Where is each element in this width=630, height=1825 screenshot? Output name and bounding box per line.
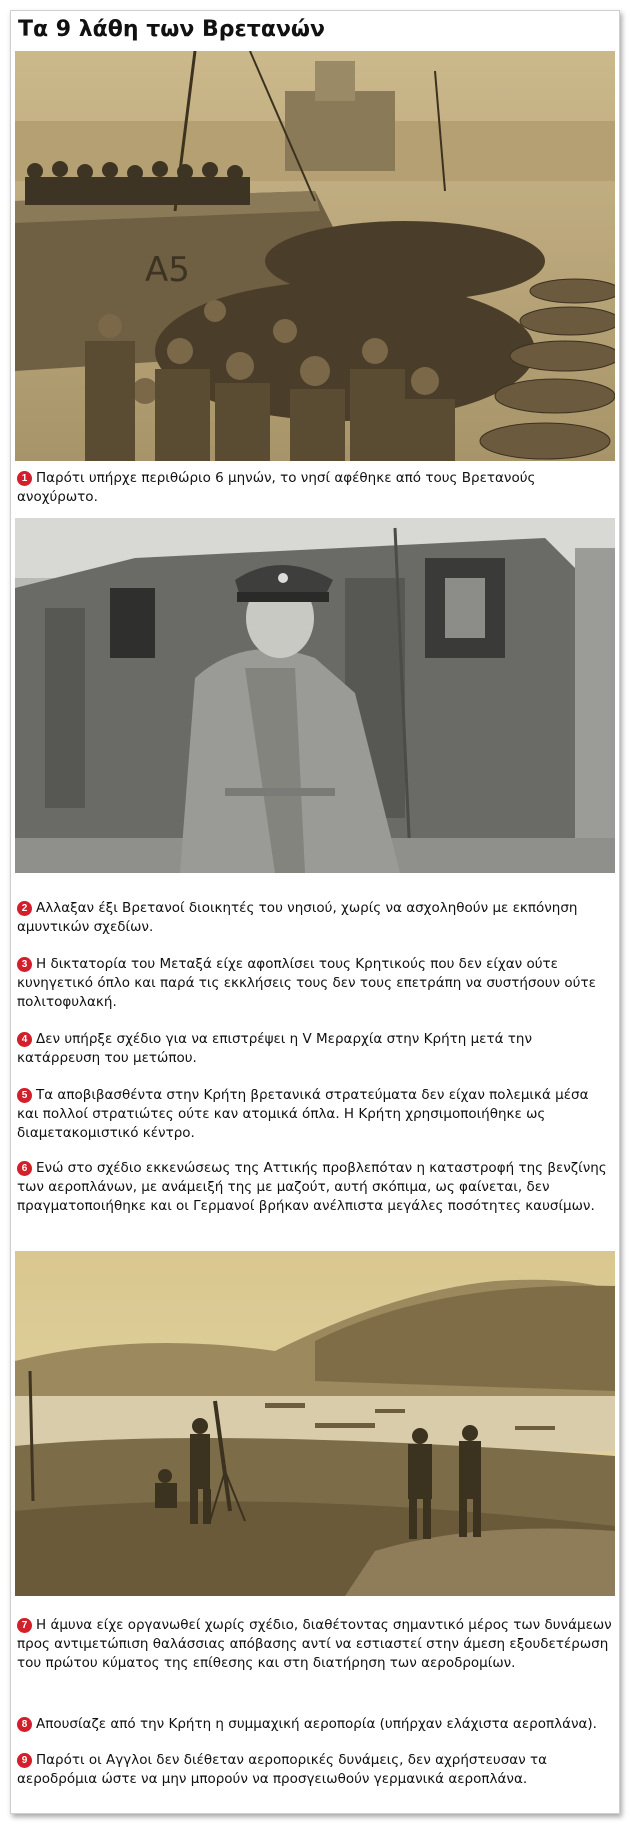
number-badge: 5 xyxy=(17,1088,32,1103)
list-item: 2 Αλλαξαν έξι Βρετανοί διοικητές του νησιού, χωρίς να ασχοληθούν με εκπόνηση αμυντικών σχεδίων. xyxy=(17,900,578,935)
list-item: 9 Παρότι οι Αγγλοι δεν διέθεταν αεροπορικές δυνάμεις, δεν αχρήστευσαν τα αεροδρόμια ώστε να μην μπορούν να προσγειωθούν γερμανικά αεροπλάνα. xyxy=(17,1752,548,1787)
number-badge: 8 xyxy=(17,1717,32,1732)
number-badge: 1 xyxy=(17,471,32,486)
photo-bay-soldiers xyxy=(15,1251,615,1596)
list-item: 5 Τα αποβιβασθέντα στην Κρήτη βρετανικά στρατεύματα δεν είχαν πολεμικά μέσα και πολλοί στρατιώτες ούτε καν ατομικά όπλα. Η Κρήτη χρησιμοποιήθηκε ως διαμετακομιστικό κέντρο. xyxy=(17,1087,589,1141)
number-badge: 6 xyxy=(17,1161,32,1176)
article-title: Τα 9 λάθη των Βρετανών xyxy=(18,17,326,42)
list-item: 8 Απουσίαζε από την Κρήτη η συμμαχική αεροπορία (υπήρχαν ελάχιστα αεροπλάνα). xyxy=(17,1715,613,1734)
article-card xyxy=(10,10,620,1814)
number-badge: 9 xyxy=(17,1753,32,1768)
number-badge: 3 xyxy=(17,957,32,972)
photo-soldiers-harbour xyxy=(15,51,615,461)
list-item: 1 Παρότι υπήρχε περιθώριο 6 μηνών, το νησί αφέθηκε από τους Βρετανούς ανοχύρωτο. xyxy=(17,470,536,505)
list-item: 7 Η άμυνα είχε οργανωθεί χωρίς σχέδιο, διαθέτοντας σημαντικό μέρος των δυνάμεων προς αντιμετώπιση θαλάσσιας απόβασης αντί να εστιαστεί στην άμεση εξουδετέρωση του πρώτου κύματος της επίθεσης και στη διατήρηση των αεροδρομίων. xyxy=(17,1617,612,1671)
list-item: 6 Ενώ στο σχέδιο εκκενώσεως της Αττικής προβλεπόταν η καταστροφή της βενζίνης των αεροπλάνων, με ανάμειξή της με μαζούτ, αυτή σκόπιμα, ως φαίνεται, δεν πραγματοποιήθηκε και οι Γερμανοί βρήκαν ανέλπιστα μεγάλες ποσότητες καυσίμων. xyxy=(17,1160,607,1214)
svg-text:A5: A5 xyxy=(145,250,190,290)
number-badge: 7 xyxy=(17,1618,32,1633)
photo-officer-truck xyxy=(15,518,615,873)
number-badge: 2 xyxy=(17,901,32,916)
list-item: 4 Δεν υπήρξε σχέδιο για να επιστρέψει η V Μεραρχία στην Κρήτη μετά την κατάρρευση του μετώπου. xyxy=(17,1031,533,1066)
list-item: 3 Η δικτατορία του Μεταξά είχε αφοπλίσει τους Κρητικούς που δεν είχαν ούτε κυνηγετικό όπλο και παρά τις εκκλήσεις τους δεν τους επετράπη να συστήσουν ούτε πολιτοφυλακή. xyxy=(17,956,596,1010)
number-badge: 4 xyxy=(17,1032,32,1047)
